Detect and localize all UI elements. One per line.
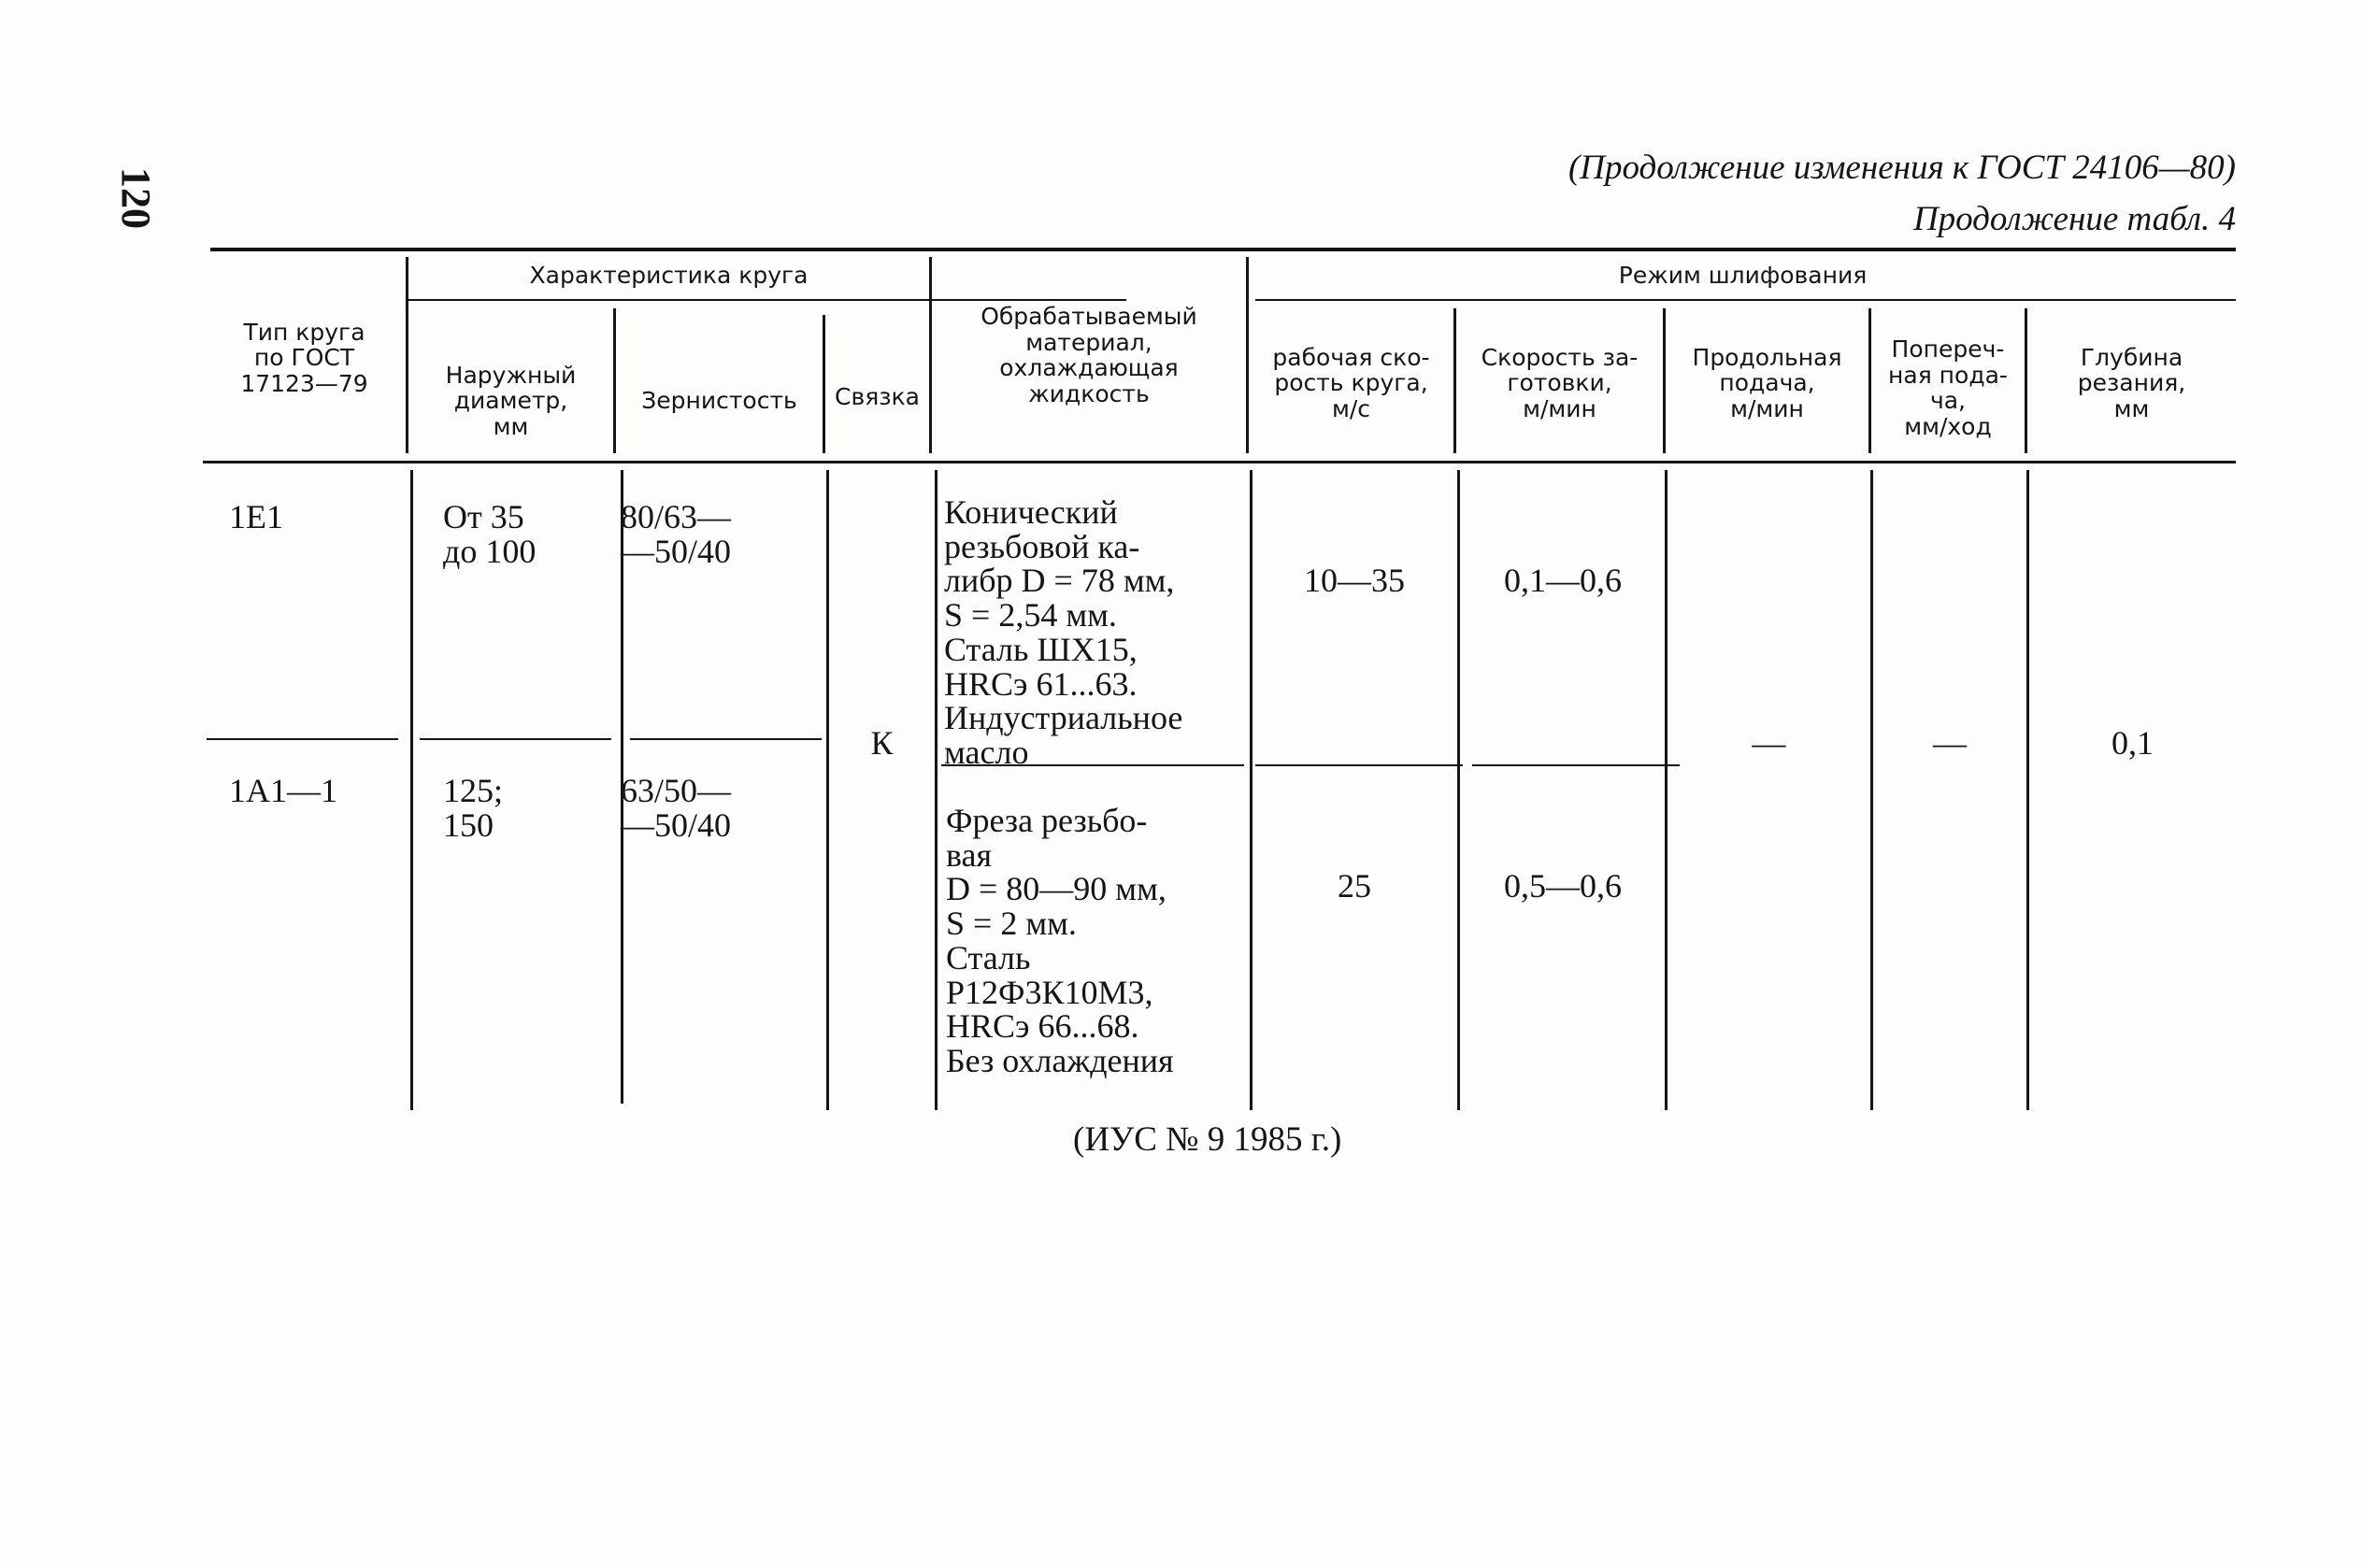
shared-cross-feed: — [1933, 724, 1967, 762]
row2-wheel-type: 1А1—1 [229, 772, 337, 809]
header-cross-feed: Попереч- ная пода- ча, мм/ход [1888, 335, 2008, 440]
header-bottom-rule [203, 461, 2236, 463]
continuation-table-title: Продолжение табл. 4 [1912, 200, 2236, 238]
header-wheel-characteristics: Характеристика круга [529, 262, 809, 290]
shared-cut-depth: 0,1 [2111, 724, 2154, 762]
row2-outer-diameter: 125; 150 [443, 772, 504, 844]
header-material: Обрабатываемый материал, охлаждающая жидкость [981, 303, 1197, 407]
row2-wheel-speed: 25 [1338, 867, 1371, 905]
shared-longitudinal-feed: — [1752, 724, 1786, 762]
col-sep-1-body [410, 470, 413, 1110]
row1-outer-diameter: От 35 до 100 [443, 498, 537, 570]
page-number: 120 [113, 167, 159, 229]
row1-material: Конический резьбовой ка- либр D = 78 мм, S = 2,54 мм. Сталь ШХ15, HRCэ 61...63. Индустриальное масло [944, 493, 1183, 772]
row2-work-speed: 0,5—0,6 [1504, 867, 1622, 905]
col-sep-9-body [2026, 470, 2029, 1110]
footnote: (ИУС № 9 1985 г.) [1073, 1120, 1342, 1159]
header-work-speed: Скорость за- готовки, м/мин [1481, 343, 1639, 422]
header-cut-depth: Глубина резания, мм [2077, 343, 2186, 422]
grinding-table [203, 248, 2236, 1112]
row1-wheel-type: 1Е1 [229, 498, 283, 535]
row2-grit: 63/50— —50/40 [621, 772, 732, 844]
continuation-change-title: (Продолжение изменения к ГОСТ 24106—80) [1568, 149, 2236, 187]
row2-material: Фреза резьбо- вая D = 80—90 мм, S = 2 мм. Сталь Р12Ф3К10М3, HRCэ 66...68. Без охлаждения [946, 802, 1174, 1080]
row-divider-col2 [420, 738, 611, 740]
header-grit: Зернистость [641, 387, 797, 415]
row1-grit: 80/63— —50/40 [621, 498, 732, 570]
header-outer-diameter: Наружный диаметр, мм [445, 361, 577, 440]
col-sep-4-body [935, 470, 938, 1110]
col-sep-3-body [826, 470, 829, 1110]
col-sep-8-body [1870, 470, 1873, 1110]
header-grinding-mode: Режим шлифования [1618, 262, 1868, 290]
row1-work-speed: 0,1—0,6 [1504, 562, 1622, 599]
header-bond: Связка [835, 383, 920, 411]
row-divider-col1 [207, 738, 398, 740]
row-divider-col3 [630, 738, 822, 740]
header-wheel-speed: рабочая ско- рость круга, м/с [1272, 343, 1430, 422]
header-longitudinal-feed: Продольная подача, м/мин [1692, 343, 1842, 422]
row-divider-col7 [1472, 764, 1680, 766]
header-wheel-type: Тип круга по ГОСТ 17123—79 [240, 318, 368, 397]
table-top-rule [210, 248, 2236, 251]
row-divider-col6 [1255, 764, 1463, 766]
grinding-mode-underline [1255, 299, 2236, 301]
row1-wheel-speed: 10—35 [1304, 562, 1405, 599]
shared-bond: К [870, 724, 894, 762]
